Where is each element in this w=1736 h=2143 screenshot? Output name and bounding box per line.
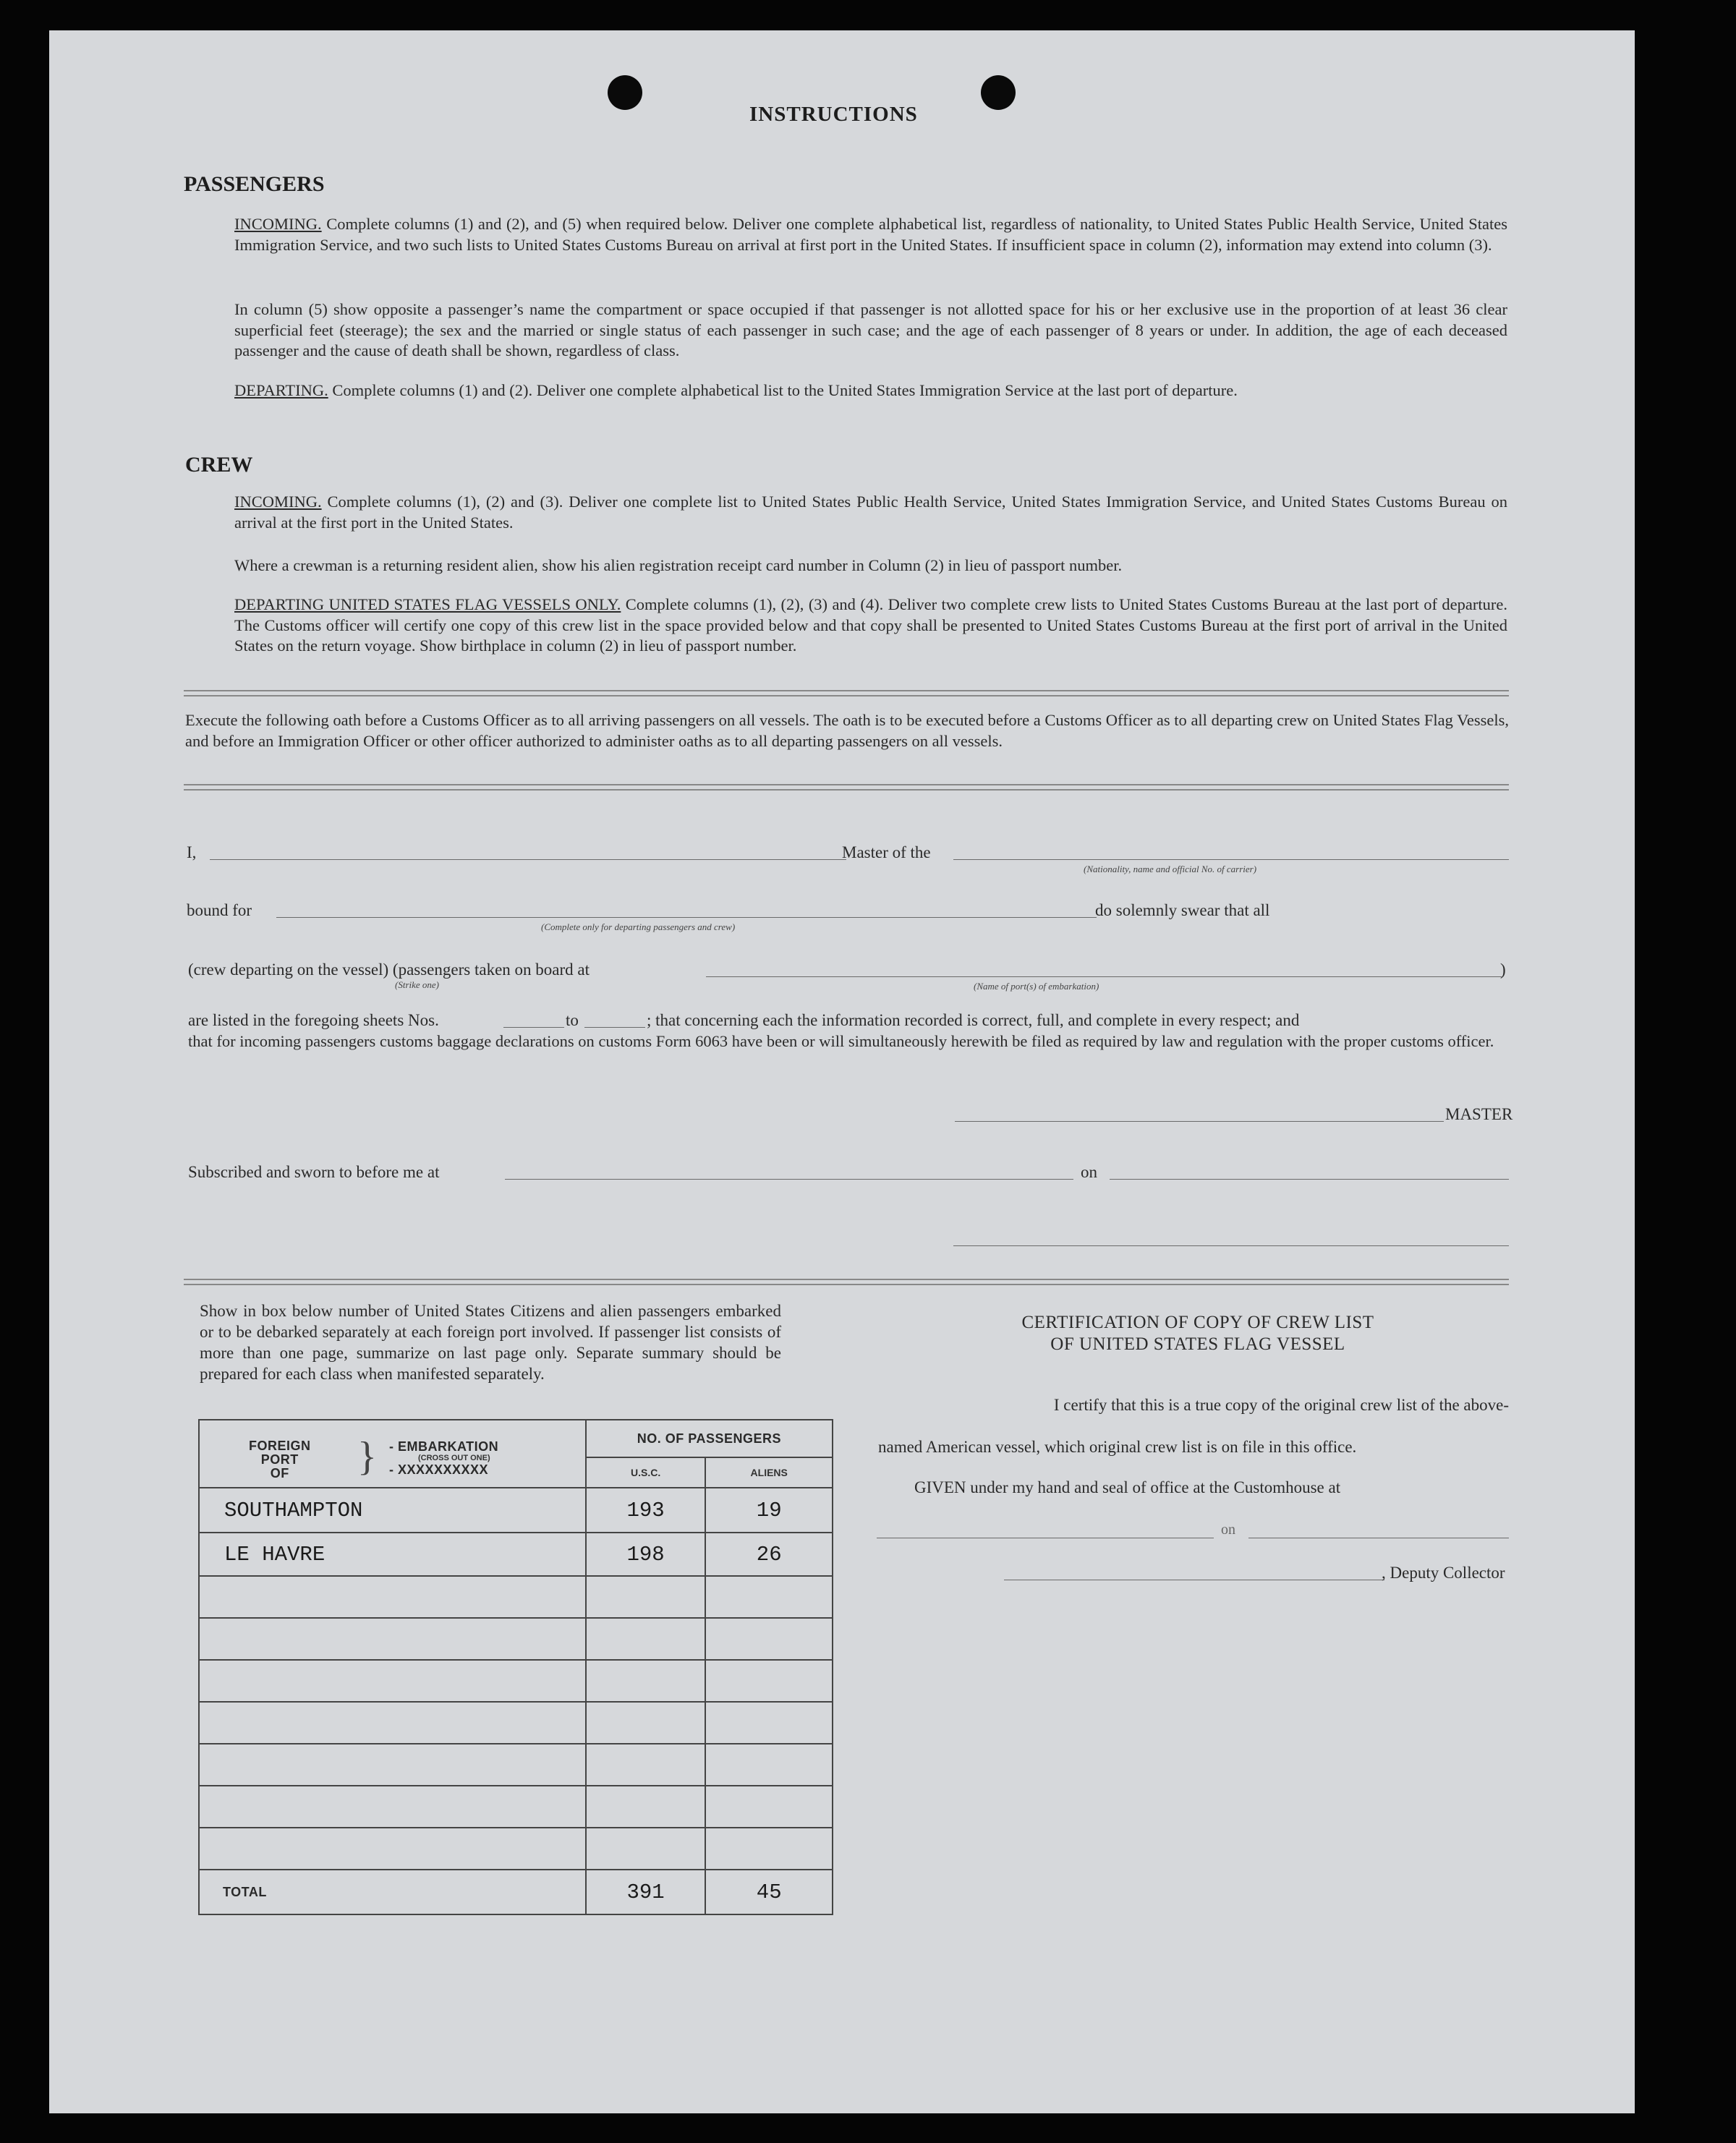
port-cell: LE HAVRE: [199, 1533, 586, 1576]
page-title: INSTRUCTIONS: [749, 103, 918, 126]
passengers-heading: PASSENGERS: [184, 172, 325, 196]
master-name-line: [210, 859, 846, 860]
no-passengers-header: NO. OF PASSENGERS: [586, 1420, 833, 1457]
usc-cell: 198: [586, 1533, 706, 1576]
certify-line-2: named American vessel, which original crew list is on file in this office.: [878, 1438, 1357, 1456]
punch-hole: [608, 75, 642, 110]
close-paren: ): [1500, 960, 1506, 979]
officer-signature-line: [953, 1245, 1509, 1246]
divider: [184, 690, 1509, 696]
crew-departing-label: DEPARTING UNITED STATES FLAG VESSELS ONLY.: [234, 595, 621, 613]
table-row: [199, 1618, 833, 1660]
oath-i-label: I,: [187, 843, 197, 861]
deputy-collector-label: , Deputy Collector: [1382, 1564, 1505, 1582]
crew-departing-text: Complete columns (1), (2), (3) and (4). Deliver two complete crew lists to United States Customs Bureau at the last port of departure. The Customs officer will certify one copy of this crew list in the space provided below and that copy shall be presented to United States Customs Bureau at the first port of arrival in the United States on the return voyage. Show birthplace in column (2) in lieu of passport number.: [234, 595, 1508, 655]
divider: [184, 784, 1509, 791]
certification-on-label: on: [1221, 1522, 1235, 1538]
table-row: [199, 1533, 833, 1576]
sworn-place-line: [505, 1179, 1073, 1180]
bound-for-label: bound for: [187, 901, 252, 919]
table-row: [199, 1576, 833, 1618]
sheet-to-line: [584, 1027, 645, 1028]
total-label: TOTAL: [199, 1870, 586, 1914]
brace-icon: }: [357, 1434, 377, 1479]
table-row: [199, 1488, 833, 1533]
certify-line-3: GIVEN under my hand and seal of office at the Customhouse at: [914, 1478, 1341, 1496]
oath-intro: Execute the following oath before a Customs Officer as to all arriving passengers on all vessels. The oath is to be executed before a Customs Officer as to all departing crew on United States Flag Vessels, and before an Immigration Officer or other officer authorized to administer oaths as to all departing passengers on all vessels.: [185, 711, 1509, 750]
passengers-departing-label: DEPARTING.: [234, 381, 328, 399]
port-cell: SOUTHAMPTON: [199, 1488, 586, 1533]
header-cross-out: (CROSS OUT ONE): [418, 1454, 490, 1462]
subscribed-label: Subscribed and sworn to before me at: [188, 1163, 440, 1181]
header-of: OF: [270, 1466, 289, 1480]
nationality-caption: (Nationality, name and official No. of carrier): [1084, 864, 1257, 874]
summary-instructions: Show in box below number of United States Citizens and alien passengers embarked or to be debarked separately at each foreign port involved. If passenger list consists of more than one page, summarize on last page only. Separate summary should be prepared for each class when manifested separately.: [200, 1302, 781, 1383]
master-of-label: Master of the: [842, 843, 931, 861]
usc-cell: 193: [586, 1488, 706, 1533]
document-sheet: [49, 30, 1635, 2113]
crew-incoming-paragraph: [234, 492, 1507, 533]
swear-text: do solemnly swear that all: [1095, 901, 1270, 919]
crew-heading: CREW: [185, 453, 253, 477]
sworn-date-line: [1110, 1179, 1509, 1180]
passengers-incoming-paragraph: [234, 214, 1507, 255]
listed-text-c: that for incoming passengers customs baggage declarations on customs Form 6063 have been or will simultaneously herewith be filed as required by law and regulation with the proper customs officer.: [188, 1032, 1494, 1050]
header-debarkation: - XXXXXXXXXX: [389, 1462, 489, 1477]
passengers-column5-paragraph: In column (5) show opposite a passenger’s name the compartment or space occupied if that passenger is not allotted space for his or her exclusive use in the proportion of at least 36 clear superficial feet (steerage); the sex and the married or single status of each passenger in such case; and the age of each passenger of 8 years or under. In addition, the age of each deceased passenger and the cause of death shall be shown, regardless of class.: [234, 300, 1507, 359]
listed-text-a: are listed in the foregoing sheets Nos.: [188, 1011, 439, 1029]
header-port: PORT: [260, 1452, 299, 1467]
punch-hole: [981, 75, 1016, 110]
header-foreign: FOREIGN: [249, 1439, 311, 1453]
certification-title: [930, 1312, 1465, 1355]
sheet-from-line: [503, 1027, 564, 1028]
passengers-incoming-label: INCOMING.: [234, 215, 322, 233]
port-header-cell: [199, 1420, 586, 1488]
complete-only-caption: (Complete only for departing passengers and crew): [541, 921, 736, 932]
listed-to-label: to: [566, 1011, 579, 1029]
total-aliens-cell: 45: [705, 1870, 833, 1914]
header-embarkation: - EMBARKATION: [389, 1439, 499, 1454]
strike-caption: (Strike one): [395, 979, 440, 990]
bound-for-line: [276, 917, 1097, 918]
passengers-departing-paragraph: [234, 380, 1507, 401]
passengers-departing-text: Complete columns (1) and (2). Deliver one complete alphabetical list to the United States Immigration Service at the last port of departure.: [332, 381, 1238, 399]
passenger-summary-table: [198, 1419, 833, 1915]
crew-departing-paragraph: [234, 595, 1507, 657]
table-row: [199, 1702, 833, 1744]
total-row: [199, 1870, 833, 1914]
table-row: [199, 1660, 833, 1702]
aliens-header: ALIENS: [705, 1457, 833, 1488]
master-label: MASTER: [1445, 1105, 1513, 1123]
certification-title-line-1: CERTIFICATION OF COPY OF CREW LIST: [1021, 1313, 1374, 1332]
passengers-incoming-text: Complete columns (1) and (2), and (5) when required below. Deliver one complete alphabetical list, regardless of nationality, to United States Public Health Service, United States Immigration Service, and two such lists to United States Customs Bureau on arrival at first port in the United States. If insufficient space in column (2), information may extend into column (3).: [234, 215, 1508, 254]
listed-text-b: ; that concerning each the information recorded is correct, full, and complete in every respect; and: [647, 1011, 1300, 1029]
sworn-on-label: on: [1081, 1163, 1097, 1181]
crew-departing-text: (crew departing on the vessel) (passengers taken on board at: [188, 960, 590, 979]
aliens-cell: 19: [705, 1488, 833, 1533]
table-row: [199, 1744, 833, 1786]
certification-title-line-2: OF UNITED STATES FLAG VESSEL: [1050, 1334, 1345, 1354]
usc-header: U.S.C.: [586, 1457, 706, 1488]
aliens-cell: 26: [705, 1533, 833, 1576]
crew-incoming-label: INCOMING.: [234, 493, 322, 511]
crew-resident-paragraph: Where a crewman is a returning resident alien, show his alien registration receipt card number in Column (2) in lieu of passport number.: [234, 556, 1123, 574]
table-row: [199, 1786, 833, 1828]
port-caption: (Name of port(s) of embarkation): [974, 981, 1099, 992]
total-usc-cell: 391: [586, 1870, 706, 1914]
master-signature-line: [955, 1121, 1444, 1122]
crew-incoming-text: Complete columns (1), (2) and (3). Deliver one complete list to United States Public Health Service, United States Immigration Service, and United States Customs Bureau on arrival at the first port in the United States.: [234, 493, 1507, 532]
divider: [184, 1279, 1509, 1285]
carrier-line: [953, 859, 1509, 860]
table-row: [199, 1828, 833, 1870]
embarkation-port-line: [706, 976, 1502, 977]
certify-line-1: I certify that this is a true copy of the original crew list of the above-: [1053, 1396, 1509, 1414]
